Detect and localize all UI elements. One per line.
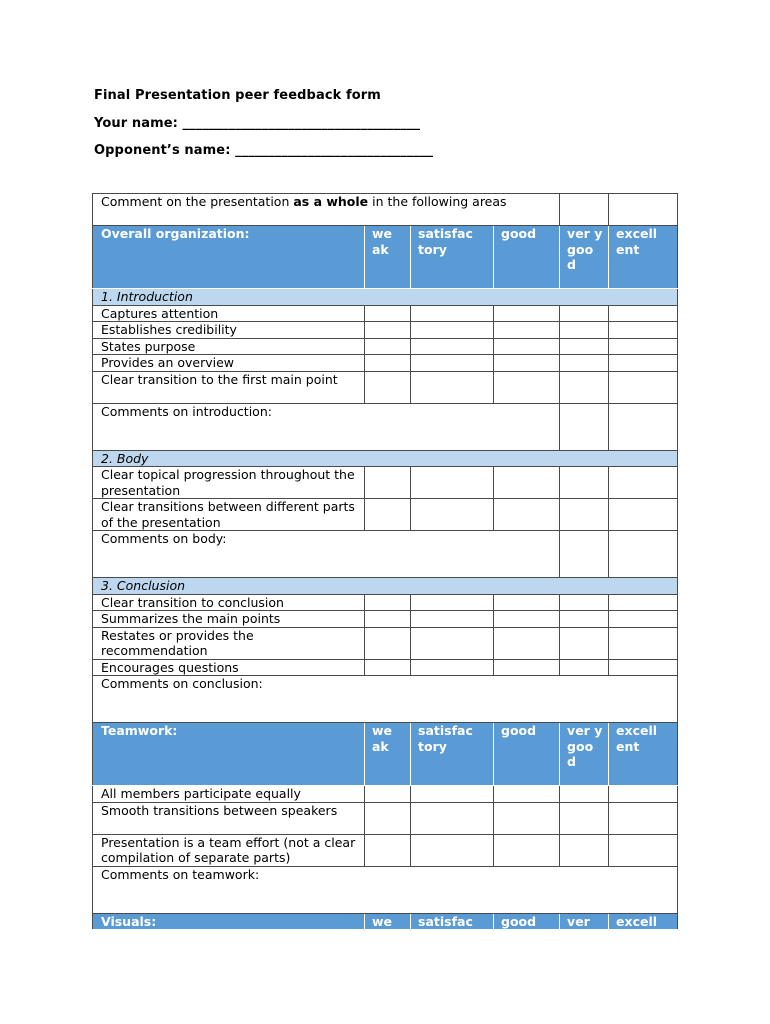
- rating-cell[interactable]: [494, 305, 560, 322]
- criterion-label: Summarizes the main points: [93, 611, 365, 628]
- criterion-label: Encourages questions: [93, 659, 365, 676]
- rating-cell[interactable]: [560, 305, 609, 322]
- rating-cell[interactable]: [609, 786, 678, 803]
- rating-cell[interactable]: [411, 611, 494, 628]
- section-row: [93, 450, 678, 467]
- rating-excellent-label: excell ent: [609, 226, 678, 289]
- rating-cell[interactable]: [560, 802, 609, 834]
- table-row: [93, 467, 678, 499]
- table-row: [93, 338, 678, 355]
- rating-cell[interactable]: [494, 611, 560, 628]
- table-row: [93, 355, 678, 372]
- rating-cell[interactable]: [560, 531, 609, 578]
- table-row: [93, 611, 678, 628]
- visuals-heading: Visuals:: [93, 913, 365, 930]
- criterion-label: All members participate equally: [93, 786, 365, 803]
- table-row: [93, 594, 678, 611]
- rating-cell[interactable]: [609, 627, 678, 659]
- rating-cell[interactable]: [560, 403, 609, 450]
- comments-row: [93, 676, 678, 723]
- overall-heading: Overall organization:: [93, 226, 365, 289]
- rating-satisfactory-label: satisfac tory: [411, 723, 494, 786]
- rating-cell[interactable]: [365, 467, 411, 499]
- rating-cell[interactable]: [411, 786, 494, 803]
- rating-satisfactory-label: satisfac tory: [411, 226, 494, 289]
- rating-cell[interactable]: [365, 499, 411, 531]
- rating-cell[interactable]: [560, 834, 609, 866]
- rating-cell[interactable]: [609, 403, 678, 450]
- rating-cell[interactable]: [609, 467, 678, 499]
- intro-row: [93, 194, 678, 226]
- comments-row: [93, 403, 678, 450]
- criterion-label: Presentation is a team effort (not a clear compilation of separate parts): [93, 834, 365, 866]
- rating-cell[interactable]: [609, 834, 678, 866]
- rating-very-good-label: ver y goo d: [560, 723, 609, 786]
- criterion-label: Provides an overview: [93, 355, 365, 372]
- rating-cell[interactable]: [560, 499, 609, 531]
- section-conclusion-title: 3. Conclusion: [93, 578, 678, 595]
- table-row: [93, 499, 678, 531]
- rating-cell[interactable]: [411, 322, 494, 339]
- rating-cell[interactable]: [609, 355, 678, 372]
- rating-cell[interactable]: [494, 338, 560, 355]
- introduction-comments-field[interactable]: Comments on introduction:: [93, 403, 560, 450]
- rating-cell[interactable]: [609, 322, 678, 339]
- rating-cell[interactable]: [494, 786, 560, 803]
- section-row: [93, 289, 678, 306]
- intro-instruction: Comment on the presentation as a whole in the following areas: [93, 194, 560, 226]
- rating-cell[interactable]: [609, 531, 678, 578]
- section-body-title: 2. Body: [93, 450, 678, 467]
- your-name-line: Your name: ____________________________________: [94, 116, 421, 131]
- rating-cell[interactable]: [609, 194, 678, 226]
- rating-weak-label: we ak: [365, 226, 411, 289]
- form-title: Final Presentation peer feedback form: [94, 88, 381, 103]
- table-row: [93, 627, 678, 659]
- table-row: [93, 305, 678, 322]
- comments-row: [93, 866, 678, 913]
- criterion-label: Clear transition to the first main point: [93, 371, 365, 403]
- rating-cell[interactable]: [560, 594, 609, 611]
- criterion-label: Clear transition to conclusion: [93, 594, 365, 611]
- rating-cell[interactable]: [609, 499, 678, 531]
- rating-cell[interactable]: [365, 659, 411, 676]
- rating-cell[interactable]: [411, 355, 494, 372]
- rating-cell[interactable]: [494, 627, 560, 659]
- section-row: [93, 578, 678, 595]
- rating-cell[interactable]: [365, 322, 411, 339]
- criterion-label: States purpose: [93, 338, 365, 355]
- rating-cell[interactable]: [365, 355, 411, 372]
- body-comments-field[interactable]: Comments on body:: [93, 531, 560, 578]
- rating-excellent-label: excell: [609, 913, 678, 930]
- rating-cell[interactable]: [411, 802, 494, 834]
- rating-cell[interactable]: [494, 802, 560, 834]
- rating-very-good-label: ver y goo d: [560, 226, 609, 289]
- feedback-table: [92, 193, 678, 930]
- rating-cell[interactable]: [560, 194, 609, 226]
- rating-good-label: good: [494, 723, 560, 786]
- rating-cell[interactable]: [609, 659, 678, 676]
- rating-cell[interactable]: [494, 834, 560, 866]
- rating-cell[interactable]: [494, 355, 560, 372]
- opponent-name-line: Opponent’s name: ______________________________: [94, 143, 434, 158]
- comments-row: [93, 531, 678, 578]
- overall-header-row: [93, 226, 678, 289]
- rating-cell[interactable]: [494, 499, 560, 531]
- criterion-label: Clear transitions between different parts of the presentation: [93, 499, 365, 531]
- rating-cell[interactable]: [411, 338, 494, 355]
- table-row: [93, 834, 678, 866]
- rating-cell[interactable]: [560, 371, 609, 403]
- rating-satisfactory-label: satisfac: [411, 913, 494, 930]
- table-row: [93, 322, 678, 339]
- visuals-header-row: [93, 913, 678, 930]
- rating-cell[interactable]: [560, 338, 609, 355]
- teamwork-heading: Teamwork:: [93, 723, 365, 786]
- rating-excellent-label: excell ent: [609, 723, 678, 786]
- rating-cell[interactable]: [365, 611, 411, 628]
- rating-cell[interactable]: [411, 594, 494, 611]
- rating-cell[interactable]: [560, 467, 609, 499]
- rating-cell[interactable]: [365, 802, 411, 834]
- table-row: [93, 802, 678, 834]
- rating-cell[interactable]: [411, 467, 494, 499]
- criterion-label: Establishes credibility: [93, 322, 365, 339]
- rating-cell[interactable]: [411, 627, 494, 659]
- rating-weak-label: we ak: [365, 723, 411, 786]
- rating-cell[interactable]: [560, 627, 609, 659]
- rating-cell[interactable]: [609, 611, 678, 628]
- rating-cell[interactable]: [365, 834, 411, 866]
- rating-cell[interactable]: [560, 786, 609, 803]
- rating-cell[interactable]: [609, 371, 678, 403]
- rating-good-label: good: [494, 913, 560, 930]
- rating-cell[interactable]: [365, 305, 411, 322]
- rating-cell[interactable]: [609, 305, 678, 322]
- rating-cell[interactable]: [411, 371, 494, 403]
- rating-cell[interactable]: [411, 834, 494, 866]
- rating-cell[interactable]: [560, 355, 609, 372]
- rating-cell[interactable]: [494, 371, 560, 403]
- criterion-label: Smooth transitions between speakers: [93, 802, 365, 834]
- criterion-label: Captures attention: [93, 305, 365, 322]
- rating-cell[interactable]: [560, 322, 609, 339]
- rating-cell[interactable]: [560, 611, 609, 628]
- rating-cell[interactable]: [411, 305, 494, 322]
- rating-weak-label: we: [365, 913, 411, 930]
- rating-cell[interactable]: [560, 659, 609, 676]
- teamwork-comments-field[interactable]: Comments on teamwork:: [93, 866, 678, 913]
- table-row: [93, 659, 678, 676]
- rating-cell[interactable]: [609, 594, 678, 611]
- rating-cell[interactable]: [411, 659, 494, 676]
- table-row: [93, 371, 678, 403]
- rating-cell[interactable]: [365, 371, 411, 403]
- rating-cell[interactable]: [365, 627, 411, 659]
- rating-cell[interactable]: [609, 802, 678, 834]
- rating-cell[interactable]: [365, 338, 411, 355]
- rating-cell[interactable]: [411, 499, 494, 531]
- criterion-label: Clear topical progression throughout the presentation: [93, 467, 365, 499]
- rating-cell[interactable]: [365, 594, 411, 611]
- rating-very-good-label: ver: [560, 913, 609, 930]
- rating-cell[interactable]: [494, 322, 560, 339]
- rating-cell[interactable]: [494, 594, 560, 611]
- conclusion-comments-field[interactable]: Comments on conclusion:: [93, 676, 678, 723]
- rating-cell[interactable]: [494, 467, 560, 499]
- teamwork-header-row: [93, 723, 678, 786]
- criterion-label: Restates or provides the recommendation: [93, 627, 365, 659]
- rating-cell[interactable]: [365, 786, 411, 803]
- rating-cell[interactable]: [494, 659, 560, 676]
- section-introduction-title: 1. Introduction: [93, 289, 678, 306]
- rating-good-label: good: [494, 226, 560, 289]
- rating-cell[interactable]: [609, 338, 678, 355]
- table-row: [93, 786, 678, 803]
